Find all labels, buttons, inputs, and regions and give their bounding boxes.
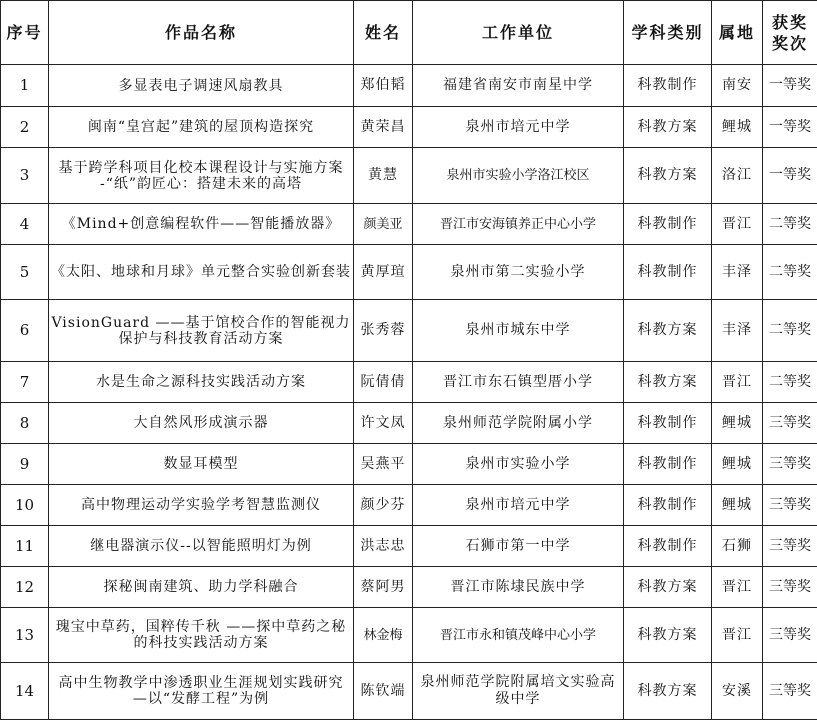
header-region: 属地 xyxy=(712,1,763,65)
cell-name: 林金梅 xyxy=(354,608,413,663)
cell-region: 丰泽 xyxy=(712,300,763,362)
cell-name: 许文凤 xyxy=(354,403,413,444)
cell-award: 三等奖 xyxy=(763,526,817,567)
cell-name: 张秀蓉 xyxy=(354,300,413,362)
cell-award: 一等奖 xyxy=(763,148,817,204)
cell-unit: 泉州师范学院附属培文实验高级中学 xyxy=(413,663,624,720)
header-award-line1: 获奖 xyxy=(771,12,808,32)
cell-category: 科教方案 xyxy=(624,300,712,362)
cell-index: 5 xyxy=(1,245,49,300)
header-index: 序号 xyxy=(1,1,49,65)
cell-index: 2 xyxy=(1,107,49,148)
cell-index: 8 xyxy=(1,403,49,444)
header-award xyxy=(763,1,817,65)
cell-work: 瑰宝中草药，国粹传千秋 ——探中草药之秘的科技实践活动方案 xyxy=(49,608,354,663)
cell-work: 高中生物教学中渗透职业生涯规划实践研究 —以“发酵工程”为例 xyxy=(49,663,354,720)
cell-award: 一等奖 xyxy=(763,107,817,148)
cell-work: 多显表电子调速风扇教具 xyxy=(49,65,354,107)
cell-index: 14 xyxy=(1,663,49,720)
cell-unit: 泉州市培元中学 xyxy=(413,107,624,148)
cell-name: 郑伯韬 xyxy=(354,65,413,107)
cell-category: 科教制作 xyxy=(624,245,712,300)
cell-name: 蔡阿男 xyxy=(354,567,413,608)
cell-category: 科教方案 xyxy=(624,567,712,608)
cell-work: 水是生命之源科技实践活动方案 xyxy=(49,362,354,403)
cell-work: 《Mind+创意编程软件——智能播放器》 xyxy=(49,204,354,245)
cell-work: 继电器演示仪--以智能照明灯为例 xyxy=(49,526,354,567)
table-row xyxy=(1,485,817,526)
cell-index: 12 xyxy=(1,567,49,608)
cell-work: 基于跨学科项目化校本课程设计与实施方案 -“纸”韵匠心：搭建未来的高塔 xyxy=(49,148,354,204)
cell-name: 阮倩倩 xyxy=(354,362,413,403)
cell-category: 科教制作 xyxy=(624,403,712,444)
cell-unit: 晋江市东石镇型厝小学 xyxy=(413,362,624,403)
cell-award: 三等奖 xyxy=(763,567,817,608)
cell-unit: 泉州市实验小学洛江校区 xyxy=(413,148,624,204)
table-row xyxy=(1,245,817,300)
cell-index: 6 xyxy=(1,300,49,362)
cell-work: VisionGuard ——基于馆校合作的智能视力保护与科技教育活动方案 xyxy=(49,300,354,362)
cell-unit: 晋江市陈埭民族中学 xyxy=(413,567,624,608)
table-row xyxy=(1,107,817,148)
cell-award: 三等奖 xyxy=(763,444,817,485)
cell-region: 石狮 xyxy=(712,526,763,567)
cell-unit: 泉州市实验小学 xyxy=(413,444,624,485)
cell-name: 吴燕平 xyxy=(354,444,413,485)
cell-award: 二等奖 xyxy=(763,300,817,362)
cell-unit: 晋江市安海镇养正中心小学 xyxy=(413,204,624,245)
cell-region: 晋江 xyxy=(712,204,763,245)
cell-work: 大自然风形成演示器 xyxy=(49,403,354,444)
cell-unit: 福建省南安市南星中学 xyxy=(413,65,624,107)
cell-unit: 泉州市城东中学 xyxy=(413,300,624,362)
header-unit: 工作单位 xyxy=(413,1,624,65)
cell-index: 1 xyxy=(1,65,49,107)
table-row xyxy=(1,526,817,567)
cell-category: 科教制作 xyxy=(624,485,712,526)
cell-category: 科教制作 xyxy=(624,526,712,567)
cell-award: 二等奖 xyxy=(763,362,817,403)
cell-region: 南安 xyxy=(712,65,763,107)
header-work: 作品名称 xyxy=(49,1,354,65)
cell-region: 鲤城 xyxy=(712,485,763,526)
cell-work: 《太阳、地球和月球》单元整合实验创新套装 xyxy=(49,245,354,300)
cell-category: 科教制作 xyxy=(624,444,712,485)
cell-work: 高中物理运动学实验学考智慧监测仪 xyxy=(49,485,354,526)
cell-name: 黄厚瑄 xyxy=(354,245,413,300)
cell-name: 陈钦端 xyxy=(354,663,413,720)
cell-category: 科教方案 xyxy=(624,608,712,663)
table-row xyxy=(1,608,817,663)
cell-region: 晋江 xyxy=(712,608,763,663)
cell-region: 晋江 xyxy=(712,567,763,608)
table-row xyxy=(1,362,817,403)
cell-award: 二等奖 xyxy=(763,204,817,245)
cell-region: 晋江 xyxy=(712,362,763,403)
header-award-line2: 奖次 xyxy=(771,33,808,53)
cell-region: 安溪 xyxy=(712,663,763,720)
cell-unit: 晋江市永和镇茂峰中心小学 xyxy=(413,608,624,663)
cell-work: 数显耳模型 xyxy=(49,444,354,485)
cell-award: 三等奖 xyxy=(763,485,817,526)
cell-category: 科教方案 xyxy=(624,107,712,148)
cell-award: 三等奖 xyxy=(763,608,817,663)
cell-index: 13 xyxy=(1,608,49,663)
cell-category: 科教制作 xyxy=(624,204,712,245)
cell-unit: 泉州师范学院附属小学 xyxy=(413,403,624,444)
cell-category: 科教方案 xyxy=(624,663,712,720)
cell-work: 探秘闽南建筑、助力学科融合 xyxy=(49,567,354,608)
cell-award: 三等奖 xyxy=(763,403,817,444)
table-row xyxy=(1,567,817,608)
cell-award: 二等奖 xyxy=(763,245,817,300)
cell-name: 黄慧 xyxy=(354,148,413,204)
table-row xyxy=(1,444,817,485)
cell-work: 闽南“皇宫起”建筑的屋顶构造探究 xyxy=(49,107,354,148)
header-category: 学科类别 xyxy=(624,1,712,65)
cell-unit: 泉州市培元中学 xyxy=(413,485,624,526)
table-row xyxy=(1,403,817,444)
cell-region: 洛江 xyxy=(712,148,763,204)
cell-region: 鲤城 xyxy=(712,403,763,444)
cell-region: 鲤城 xyxy=(712,107,763,148)
header-name: 姓名 xyxy=(354,1,413,65)
cell-region: 鲤城 xyxy=(712,444,763,485)
cell-index: 9 xyxy=(1,444,49,485)
cell-name: 洪志忠 xyxy=(354,526,413,567)
cell-unit: 泉州市第二实验小学 xyxy=(413,245,624,300)
table-row xyxy=(1,148,817,204)
cell-award: 一等奖 xyxy=(763,65,817,107)
cell-name: 颜美亚 xyxy=(354,204,413,245)
cell-index: 3 xyxy=(1,148,49,204)
header-row xyxy=(1,1,817,65)
table-row xyxy=(1,300,817,362)
cell-unit: 石狮市第一中学 xyxy=(413,526,624,567)
table-row xyxy=(1,663,817,720)
cell-category: 科教方案 xyxy=(624,362,712,403)
cell-index: 7 xyxy=(1,362,49,403)
cell-award: 三等奖 xyxy=(763,663,817,720)
table-row xyxy=(1,65,817,107)
cell-category: 科教制作 xyxy=(624,65,712,107)
cell-region: 丰泽 xyxy=(712,245,763,300)
cell-index: 10 xyxy=(1,485,49,526)
cell-name: 颜少芬 xyxy=(354,485,413,526)
cell-index: 4 xyxy=(1,204,49,245)
cell-index: 11 xyxy=(1,526,49,567)
cell-name: 黄荣昌 xyxy=(354,107,413,148)
table-row xyxy=(1,204,817,245)
cell-category: 科教方案 xyxy=(624,148,712,204)
